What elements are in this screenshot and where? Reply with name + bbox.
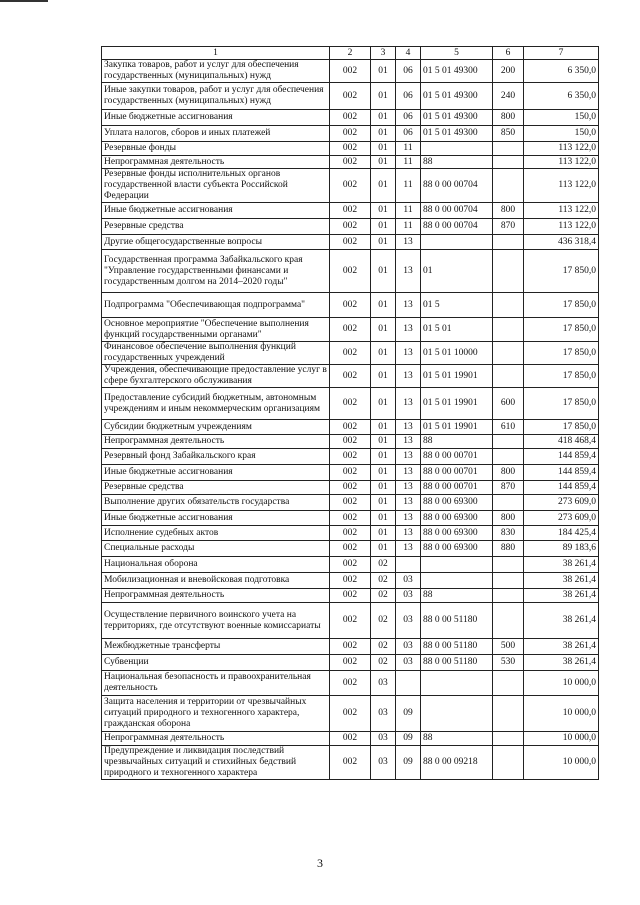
row-code-section: 01 (371, 235, 396, 250)
row-code-subsection: 13 (396, 293, 421, 318)
row-name: Выполнение других обязательств государства (102, 495, 330, 511)
row-code-admin: 002 (330, 746, 371, 780)
row-name: Иные бюджетные ассигнования (102, 110, 330, 126)
row-code-expense: 870 (493, 481, 524, 495)
row-code-admin: 002 (330, 250, 371, 293)
row-code-target: 88 0 00 69300 (421, 511, 493, 526)
row-code-section: 03 (371, 671, 396, 696)
row-name: Субсидии бюджетным учреждениям (102, 420, 330, 435)
row-code-target: 88 0 00 00701 (421, 481, 493, 495)
row-code-expense (493, 235, 524, 250)
row-name: Финансовое обеспечение выполнения функций государственных учреждений (102, 342, 330, 365)
row-code-admin: 002 (330, 219, 371, 235)
row-code-subsection: 13 (396, 449, 421, 465)
row-code-section: 01 (371, 449, 396, 465)
row-name: Учреждения, обеспечивающие предоставление услуг в сфере бухгалтерского обслуживания (102, 365, 330, 388)
row-name: Предупреждение и ликвидация последствий чрезвычайных ситуаций и стихийных бедствий природного и техногенного характера (102, 746, 330, 780)
row-code-expense: 500 (493, 639, 524, 655)
row-code-subsection: 13 (396, 235, 421, 250)
row-code-subsection: 09 (396, 696, 421, 732)
row-code-section: 01 (371, 511, 396, 526)
row-code-admin: 002 (330, 603, 371, 639)
row-code-subsection: 13 (396, 495, 421, 511)
row-code-target: 01 5 01 49300 (421, 60, 493, 83)
row-code-expense (493, 603, 524, 639)
row-code-target: 88 0 00 69300 (421, 495, 493, 511)
row-amount: 17 850,0 (524, 365, 599, 388)
row-code-admin: 002 (330, 696, 371, 732)
header-cell: 7 (524, 47, 599, 60)
header-cell: 4 (396, 47, 421, 60)
row-code-expense: 800 (493, 511, 524, 526)
row-code-subsection (396, 557, 421, 573)
row-code-target: 01 5 01 49300 (421, 110, 493, 126)
row-code-target: 01 5 01 49300 (421, 83, 493, 110)
table-row (102, 293, 599, 318)
row-code-subsection: 13 (396, 420, 421, 435)
row-code-expense (493, 318, 524, 342)
row-code-admin: 002 (330, 126, 371, 142)
row-code-subsection: 06 (396, 126, 421, 142)
row-code-target: 88 0 00 69300 (421, 541, 493, 557)
row-code-expense (493, 589, 524, 603)
row-name: Иные бюджетные ассигнования (102, 203, 330, 219)
header-cell: 2 (330, 47, 371, 60)
row-code-subsection: 06 (396, 83, 421, 110)
row-code-subsection: 11 (396, 142, 421, 156)
row-code-target: 01 5 01 19901 (421, 365, 493, 388)
row-code-expense: 200 (493, 60, 524, 83)
row-code-expense (493, 293, 524, 318)
row-code-section: 01 (371, 318, 396, 342)
row-code-target (421, 696, 493, 732)
header-cell: 3 (371, 47, 396, 60)
table-row (102, 541, 599, 557)
row-amount: 38 261,4 (524, 589, 599, 603)
row-amount: 144 859,4 (524, 449, 599, 465)
row-code-subsection: 03 (396, 639, 421, 655)
row-amount: 38 261,4 (524, 557, 599, 573)
row-code-target: 88 0 00 69300 (421, 526, 493, 541)
table-row (102, 511, 599, 526)
row-amount: 113 122,0 (524, 142, 599, 156)
row-code-section: 02 (371, 655, 396, 671)
row-code-target: 88 (421, 732, 493, 746)
row-code-target: 88 0 00 00704 (421, 219, 493, 235)
row-name: Основное мероприятие "Обеспечение выполнения функций государственными органами" (102, 318, 330, 342)
header-cell: 1 (102, 47, 330, 60)
row-amount: 17 850,0 (524, 293, 599, 318)
row-code-subsection: 06 (396, 110, 421, 126)
row-code-target: 01 5 01 19901 (421, 388, 493, 420)
table-row (102, 203, 599, 219)
row-code-section: 01 (371, 219, 396, 235)
row-code-target: 88 0 00 51180 (421, 603, 493, 639)
table-row (102, 435, 599, 449)
row-name: Резервные фонды (102, 142, 330, 156)
row-code-section: 01 (371, 250, 396, 293)
table-row (102, 235, 599, 250)
table-row (102, 60, 599, 83)
table-row (102, 142, 599, 156)
row-name: Иные закупки товаров, работ и услуг для обеспечения государственных (муниципальных) нужд (102, 83, 330, 110)
row-code-admin: 002 (330, 110, 371, 126)
row-code-target: 88 0 00 00704 (421, 169, 493, 203)
row-code-expense (493, 169, 524, 203)
row-amount: 17 850,0 (524, 342, 599, 365)
row-code-section: 01 (371, 83, 396, 110)
table-row (102, 388, 599, 420)
row-code-expense: 240 (493, 83, 524, 110)
row-code-subsection: 03 (396, 603, 421, 639)
row-code-target: 88 (421, 589, 493, 603)
row-code-admin: 002 (330, 481, 371, 495)
table-row (102, 481, 599, 495)
row-code-admin: 002 (330, 495, 371, 511)
row-code-target: 88 0 00 00704 (421, 203, 493, 219)
table-row (102, 449, 599, 465)
table-row (102, 169, 599, 203)
row-amount: 10 000,0 (524, 746, 599, 780)
row-name: Непрограммная деятельность (102, 732, 330, 746)
row-code-subsection: 11 (396, 203, 421, 219)
row-amount: 38 261,4 (524, 603, 599, 639)
table-row (102, 603, 599, 639)
row-name: Национальная оборона (102, 557, 330, 573)
row-amount: 144 859,4 (524, 465, 599, 481)
row-code-admin: 002 (330, 420, 371, 435)
row-name: Специальные расходы (102, 541, 330, 557)
row-code-admin: 002 (330, 557, 371, 573)
row-code-admin: 002 (330, 465, 371, 481)
row-name: Резервные фонды исполнительных органов государственной власти субъекта Российской Федерации (102, 169, 330, 203)
row-code-admin: 002 (330, 589, 371, 603)
row-amount: 113 122,0 (524, 156, 599, 169)
row-code-expense: 800 (493, 465, 524, 481)
row-name: Резервные средства (102, 219, 330, 235)
row-code-expense: 800 (493, 203, 524, 219)
row-name: Непрограммная деятельность (102, 156, 330, 169)
row-code-admin: 002 (330, 142, 371, 156)
row-code-target: 88 0 00 00701 (421, 465, 493, 481)
row-code-target: 01 5 01 49300 (421, 126, 493, 142)
row-code-subsection: 13 (396, 541, 421, 557)
row-amount: 38 261,4 (524, 639, 599, 655)
row-amount: 418 468,4 (524, 435, 599, 449)
row-code-subsection: 13 (396, 481, 421, 495)
row-code-subsection: 13 (396, 465, 421, 481)
table-row (102, 250, 599, 293)
row-code-subsection: 13 (396, 435, 421, 449)
table-row (102, 110, 599, 126)
row-amount: 436 318,4 (524, 235, 599, 250)
corner-rule (0, 0, 48, 2)
row-code-expense: 600 (493, 388, 524, 420)
row-code-section: 01 (371, 169, 396, 203)
table-row (102, 573, 599, 589)
row-amount: 89 183,6 (524, 541, 599, 557)
table-row (102, 83, 599, 110)
row-code-target: 88 0 00 51180 (421, 639, 493, 655)
table-row (102, 365, 599, 388)
row-code-expense (493, 142, 524, 156)
row-amount: 113 122,0 (524, 219, 599, 235)
row-amount: 144 859,4 (524, 481, 599, 495)
row-amount: 17 850,0 (524, 388, 599, 420)
table-row (102, 655, 599, 671)
row-code-expense (493, 435, 524, 449)
row-code-admin: 002 (330, 365, 371, 388)
row-name: Закупка товаров, работ и услуг для обеспечения государственных (муниципальных) нужд (102, 60, 330, 83)
row-code-subsection (396, 671, 421, 696)
row-code-admin: 002 (330, 342, 371, 365)
row-code-section: 01 (371, 110, 396, 126)
row-code-expense (493, 156, 524, 169)
row-code-subsection: 13 (396, 250, 421, 293)
row-amount: 184 425,4 (524, 526, 599, 541)
row-amount: 38 261,4 (524, 573, 599, 589)
row-code-admin: 002 (330, 203, 371, 219)
row-code-subsection: 09 (396, 746, 421, 780)
row-code-expense (493, 449, 524, 465)
row-code-admin: 002 (330, 655, 371, 671)
row-code-target: 01 5 01 (421, 318, 493, 342)
row-code-section: 01 (371, 342, 396, 365)
row-code-admin: 002 (330, 639, 371, 655)
row-name: Осуществление первичного воинского учета на территориях, где отсутствуют военные комиссариаты (102, 603, 330, 639)
table-row (102, 420, 599, 435)
row-code-section: 01 (371, 420, 396, 435)
row-code-expense: 610 (493, 420, 524, 435)
row-code-admin: 002 (330, 83, 371, 110)
row-name: Уплата налогов, сборов и иных платежей (102, 126, 330, 142)
table-body (102, 47, 599, 780)
table-row (102, 639, 599, 655)
row-code-admin: 002 (330, 732, 371, 746)
row-code-admin: 002 (330, 293, 371, 318)
table-row (102, 156, 599, 169)
row-code-subsection: 06 (396, 60, 421, 83)
row-code-admin: 002 (330, 169, 371, 203)
row-code-expense (493, 365, 524, 388)
row-code-section: 01 (371, 203, 396, 219)
row-code-section: 01 (371, 495, 396, 511)
row-code-target (421, 557, 493, 573)
row-name: Субвенции (102, 655, 330, 671)
row-code-section: 01 (371, 465, 396, 481)
row-code-section: 02 (371, 639, 396, 655)
row-code-subsection: 13 (396, 318, 421, 342)
table-row (102, 126, 599, 142)
row-name: Государственная программа Забайкальского края "Управление государственными финансами и государственным долгом на 2014–2020 годы" (102, 250, 330, 293)
row-code-expense: 880 (493, 541, 524, 557)
row-name: Защита населения и территории от чрезвычайных ситуаций природного и техногенного характера, гражданская оборона (102, 696, 330, 732)
row-amount: 38 261,4 (524, 655, 599, 671)
row-code-subsection: 03 (396, 573, 421, 589)
row-code-admin: 002 (330, 60, 371, 83)
table-row (102, 495, 599, 511)
row-code-section: 01 (371, 156, 396, 169)
row-code-expense: 830 (493, 526, 524, 541)
row-code-target: 01 5 (421, 293, 493, 318)
row-code-section: 01 (371, 60, 396, 83)
row-code-section: 03 (371, 732, 396, 746)
row-code-section: 03 (371, 696, 396, 732)
table-row (102, 526, 599, 541)
row-code-section: 02 (371, 603, 396, 639)
row-code-subsection: 11 (396, 219, 421, 235)
table-row (102, 671, 599, 696)
row-amount: 150,0 (524, 126, 599, 142)
row-code-subsection: 13 (396, 526, 421, 541)
table-row (102, 318, 599, 342)
row-name: Предоставление субсидий бюджетным, автономным учреждениям и иным некоммерческим организациям (102, 388, 330, 420)
table-row (102, 746, 599, 780)
table-row (102, 557, 599, 573)
row-code-admin: 002 (330, 435, 371, 449)
table-row (102, 465, 599, 481)
row-code-section: 03 (371, 746, 396, 780)
row-name: Мобилизационная и вневойсковая подготовка (102, 573, 330, 589)
page-number: 3 (317, 856, 323, 870)
row-code-target (421, 671, 493, 696)
row-code-target: 88 (421, 435, 493, 449)
row-code-target: 01 5 01 19901 (421, 420, 493, 435)
row-code-subsection: 11 (396, 156, 421, 169)
row-code-expense: 800 (493, 110, 524, 126)
row-amount: 273 609,0 (524, 511, 599, 526)
row-code-section: 02 (371, 557, 396, 573)
row-code-target: 88 0 00 51180 (421, 655, 493, 671)
table-row (102, 342, 599, 365)
row-name: Непрограммная деятельность (102, 589, 330, 603)
row-code-expense (493, 573, 524, 589)
row-code-expense: 850 (493, 126, 524, 142)
row-name: Межбюджетные трансферты (102, 639, 330, 655)
row-code-admin: 002 (330, 511, 371, 526)
row-code-subsection: 03 (396, 589, 421, 603)
budget-table (101, 46, 599, 780)
table-row (102, 732, 599, 746)
row-code-subsection: 13 (396, 342, 421, 365)
row-amount: 10 000,0 (524, 732, 599, 746)
header-cell: 5 (421, 47, 493, 60)
table-row (102, 696, 599, 732)
row-code-subsection: 13 (396, 388, 421, 420)
row-code-expense (493, 732, 524, 746)
table-row (102, 589, 599, 603)
row-code-subsection: 13 (396, 511, 421, 526)
row-code-admin: 002 (330, 573, 371, 589)
header-cell: 6 (493, 47, 524, 60)
row-code-section: 01 (371, 541, 396, 557)
row-code-section: 01 (371, 142, 396, 156)
row-code-target: 88 0 00 00701 (421, 449, 493, 465)
row-name: Резервный фонд Забайкальского края (102, 449, 330, 465)
row-code-expense (493, 250, 524, 293)
row-code-section: 01 (371, 126, 396, 142)
row-code-admin: 002 (330, 156, 371, 169)
row-code-expense (493, 557, 524, 573)
row-code-admin: 002 (330, 318, 371, 342)
row-code-section: 01 (371, 365, 396, 388)
row-name: Иные бюджетные ассигнования (102, 465, 330, 481)
row-name: Иные бюджетные ассигнования (102, 511, 330, 526)
row-amount: 113 122,0 (524, 203, 599, 219)
row-code-admin: 002 (330, 388, 371, 420)
row-code-subsection: 09 (396, 732, 421, 746)
row-code-admin: 002 (330, 235, 371, 250)
row-code-target: 88 0 00 09218 (421, 746, 493, 780)
row-code-expense (493, 342, 524, 365)
row-code-target: 88 (421, 156, 493, 169)
row-amount: 10 000,0 (524, 671, 599, 696)
row-code-expense (493, 746, 524, 780)
row-code-expense: 530 (493, 655, 524, 671)
row-code-admin: 002 (330, 671, 371, 696)
row-code-admin: 002 (330, 541, 371, 557)
row-amount: 6 350,0 (524, 83, 599, 110)
row-name: Национальная безопасность и правоохранительная деятельность (102, 671, 330, 696)
row-code-subsection: 13 (396, 365, 421, 388)
row-amount: 10 000,0 (524, 696, 599, 732)
row-code-admin: 002 (330, 449, 371, 465)
row-amount: 6 350,0 (524, 60, 599, 83)
row-code-section: 01 (371, 481, 396, 495)
table-row (102, 219, 599, 235)
row-code-section: 02 (371, 573, 396, 589)
row-name: Подпрограмма "Обеспечивающая подпрограмма" (102, 293, 330, 318)
row-code-expense (493, 495, 524, 511)
row-amount: 273 609,0 (524, 495, 599, 511)
row-code-section: 01 (371, 293, 396, 318)
row-code-admin: 002 (330, 526, 371, 541)
row-code-expense: 870 (493, 219, 524, 235)
row-code-section: 01 (371, 526, 396, 541)
row-code-target: 01 5 01 10000 (421, 342, 493, 365)
row-amount: 17 850,0 (524, 420, 599, 435)
row-amount: 150,0 (524, 110, 599, 126)
row-code-expense (493, 696, 524, 732)
row-amount: 17 850,0 (524, 318, 599, 342)
row-code-target: 01 (421, 250, 493, 293)
row-amount: 17 850,0 (524, 250, 599, 293)
row-name: Другие общегосударственные вопросы (102, 235, 330, 250)
row-code-expense (493, 671, 524, 696)
row-code-section: 02 (371, 589, 396, 603)
row-amount: 113 122,0 (524, 169, 599, 203)
row-code-section: 01 (371, 435, 396, 449)
row-code-subsection: 11 (396, 169, 421, 203)
row-code-target (421, 573, 493, 589)
row-code-target (421, 235, 493, 250)
row-code-target (421, 142, 493, 156)
row-code-section: 01 (371, 388, 396, 420)
header-row (102, 47, 599, 60)
row-name: Непрограммная деятельность (102, 435, 330, 449)
row-name: Исполнение судебных актов (102, 526, 330, 541)
row-name: Резервные средства (102, 481, 330, 495)
row-code-subsection: 03 (396, 655, 421, 671)
